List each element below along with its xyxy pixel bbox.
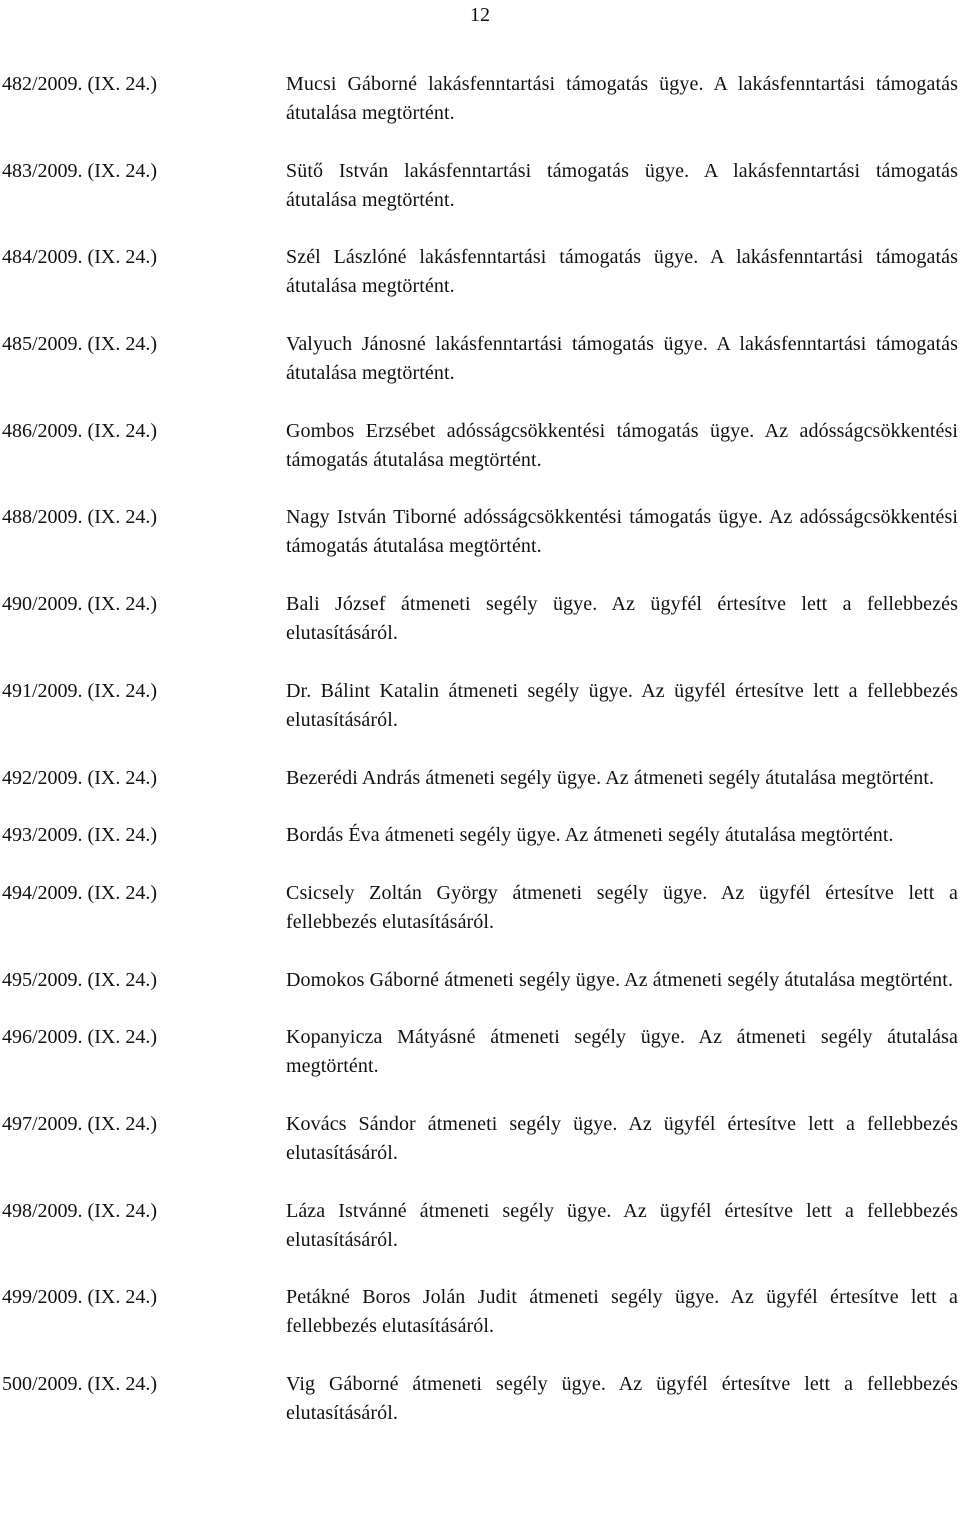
resolution-entry (0, 1370, 960, 1428)
resolution-number: 493/2009. (IX. 24.) (2, 824, 157, 847)
resolution-number: 484/2009. (IX. 24.) (2, 246, 157, 269)
resolution-entry (0, 677, 960, 735)
resolution-text: Nagy István Tiborné adósságcsökkentési támogatás ügye. Az adósságcsökkentési támogatás átutalása megtörtént. (286, 506, 958, 558)
resolution-entry (0, 70, 960, 128)
resolution-number: 486/2009. (IX. 24.) (2, 419, 157, 442)
resolution-text: Valyuch Jánosné lakásfenntartási támogatás ügye. A lakásfenntartási támogatás átutalása megtörtént. (286, 333, 958, 385)
resolution-number: 491/2009. (IX. 24.) (2, 679, 157, 702)
resolution-text: Bezerédi András átmeneti segély ügye. Az átmeneti segély átutalása megtörtént. (286, 766, 935, 789)
resolution-number: 485/2009. (IX. 24.) (2, 333, 157, 356)
resolution-text: Bordás Éva átmeneti segély ügye. Az átmeneti segély átutalása megtörtént. (286, 824, 894, 847)
resolution-entry (0, 1110, 960, 1168)
resolution-entry (0, 330, 960, 388)
resolution-entry (0, 966, 960, 995)
resolution-entry (0, 821, 960, 850)
resolution-text: Kopanyicza Mátyásné átmeneti segély ügye. Az átmeneti segély átutalása megtörtént. (286, 1026, 958, 1078)
resolution-text: Domokos Gáborné átmeneti segély ügye. Az átmeneti segély átutalása megtörtént. (286, 968, 954, 991)
resolution-text: Bali József átmeneti segély ügye. Az ügyfél értesítve lett a fellebbezés elutasításáról. (286, 593, 958, 645)
resolution-text: Vig Gáborné átmeneti segély ügye. Az ügyfél értesítve lett a fellebbezés elutasításáról. (286, 1373, 958, 1424)
resolution-number: 500/2009. (IX. 24.) (2, 1373, 157, 1395)
resolution-entry (0, 590, 960, 648)
resolution-entry (0, 503, 960, 561)
resolution-number: 488/2009. (IX. 24.) (2, 506, 157, 529)
resolution-entry (0, 1283, 960, 1341)
resolution-text: Csicsely Zoltán György átmeneti segély ügye. Az ügyfél értesítve lett a fellebbezés elutasításáról. (286, 881, 958, 933)
resolution-number: 482/2009. (IX. 24.) (2, 73, 157, 95)
resolution-text: Szél Lászlóné lakásfenntartási támogatás ügye. A lakásfenntartási támogatás átutalása megtörtént. (286, 246, 958, 298)
resolution-number: 492/2009. (IX. 24.) (2, 766, 157, 789)
resolution-entry (0, 157, 960, 215)
resolution-text: Kovács Sándor átmeneti segély ügye. Az ügyfél értesítve lett a fellebbezés elutasításáról. (286, 1112, 958, 1164)
resolution-text: Gombos Erzsébet adósságcsökkentési támogatás ügye. Az adósságcsökkentési támogatás átutalása megtörtént. (286, 419, 958, 471)
resolution-text: Mucsi Gáborné lakásfenntartási támogatás ügye. A lakásfenntartási támogatás átutalása megtörtént. (286, 73, 958, 124)
resolution-list (0, 70, 960, 1457)
resolution-number: 490/2009. (IX. 24.) (2, 593, 157, 616)
resolution-entry (0, 879, 960, 937)
resolution-text: Sütő István lakásfenntartási támogatás ügye. A lakásfenntartási támogatás átutalása megtörtént. (286, 159, 958, 211)
resolution-number: 483/2009. (IX. 24.) (2, 159, 157, 182)
resolution-number: 494/2009. (IX. 24.) (2, 881, 157, 904)
resolution-entry (0, 1197, 960, 1255)
resolution-number: 498/2009. (IX. 24.) (2, 1199, 157, 1222)
resolution-text: Láza Istvánné átmeneti segély ügye. Az ügyfél értesítve lett a fellebbezés elutasításáról. (286, 1199, 958, 1251)
resolution-text: Petákné Boros Jolán Judit átmeneti segély ügye. Az ügyfél értesítve lett a fellebbezés elutasításáról. (286, 1286, 958, 1338)
resolution-entry (0, 417, 960, 475)
resolution-number: 499/2009. (IX. 24.) (2, 1286, 157, 1309)
resolution-entry (0, 1023, 960, 1081)
resolution-entry (0, 243, 960, 301)
page-number: 12 (470, 4, 490, 26)
resolution-text: Dr. Bálint Katalin átmeneti segély ügye. Az ügyfél értesítve lett a fellebbezés elutasításáról. (286, 679, 958, 731)
resolution-entry (0, 764, 960, 793)
resolution-number: 496/2009. (IX. 24.) (2, 1026, 157, 1049)
resolution-number: 495/2009. (IX. 24.) (2, 968, 157, 991)
resolution-number: 497/2009. (IX. 24.) (2, 1112, 157, 1135)
